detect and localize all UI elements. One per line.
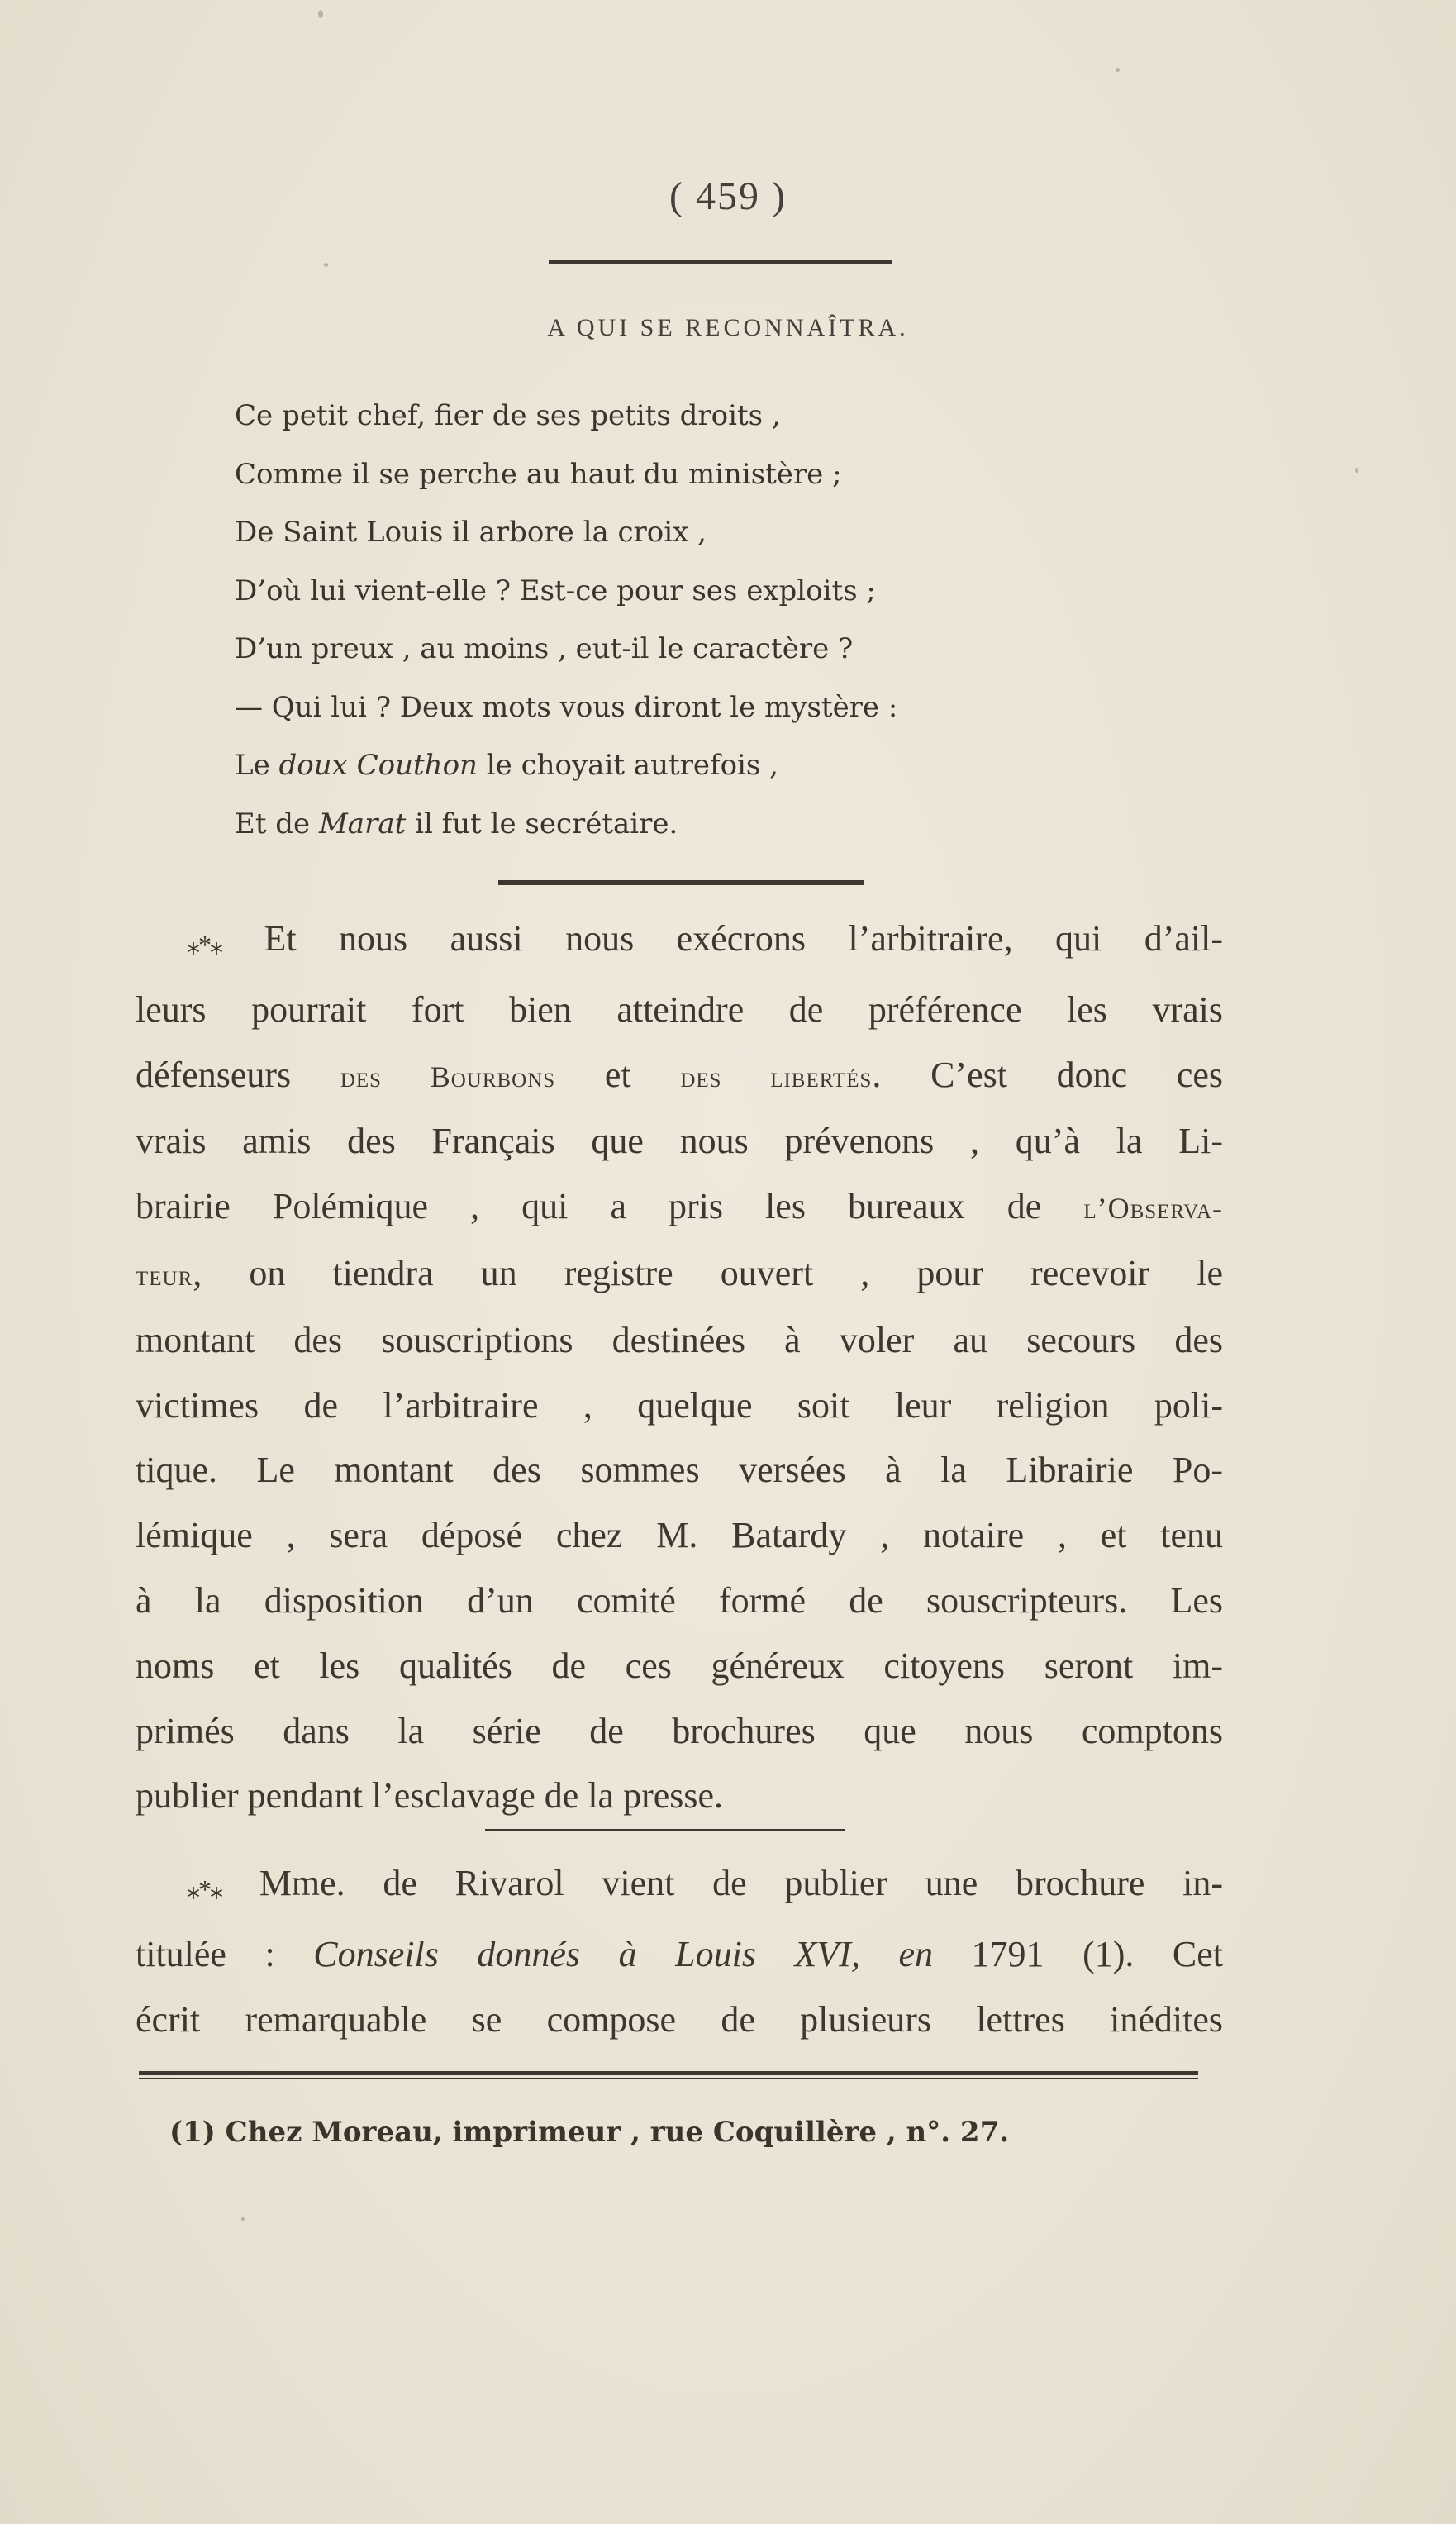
line-text: 1791 (1). Cet <box>932 1933 1224 1974</box>
footnote: (1) Chez Moreau, imprimeur , rue Coquillère , n°. 27. <box>169 2116 1010 2149</box>
poem-italic-name: doux Couthon <box>278 749 478 782</box>
paper-speck <box>324 263 328 267</box>
line-text: défenseurs <box>136 1054 340 1095</box>
paragraph-line: victimes de l’arbitraire , quelque soit leur religion poli- <box>136 1384 1223 1426</box>
paragraph-line: à la disposition d’un comité formé de souscripteurs. Les <box>136 1579 1223 1621</box>
poem-title: A QUI SE RECONNAÎTRA. <box>547 314 909 341</box>
asterism-mark: ⁎*⁎ <box>187 1874 221 1904</box>
paragraph-line <box>136 1043 1223 1110</box>
paragraph-line <box>136 1241 1223 1308</box>
paragraph-line <box>136 1922 1223 1988</box>
section-rule <box>498 880 864 885</box>
small-caps-text: des Bourbons <box>340 1060 556 1093</box>
poem-line: De Saint Louis il arbore la croix , <box>235 516 707 549</box>
line-text: Mme. de Rivarol vient de publier une brochure in- <box>259 1863 1224 1903</box>
poem-line: Ce petit chef, fier de ses petits droits , <box>235 399 781 432</box>
poem-italic-name: Marat <box>318 807 407 841</box>
line-text: brairie Polémique , qui a pris les bureaux de <box>136 1186 1084 1227</box>
small-caps-text: l’Observa- <box>1083 1192 1223 1226</box>
poem-text: le choyait autrefois , <box>477 749 778 782</box>
poem-text: il fut le secrétaire. <box>406 807 678 841</box>
line-text: titulée : <box>136 1933 314 1974</box>
poem <box>235 387 1268 853</box>
paper-speck <box>1116 68 1120 72</box>
paper-speck <box>241 2217 245 2221</box>
paragraph-line: écrit remarquable se compose de plusieurs lettres inédites <box>136 1998 1223 2040</box>
small-caps-text: des libertés <box>680 1060 873 1093</box>
rivarol-paragraph <box>136 1851 1223 2052</box>
line-text: Et nous aussi nous exécrons l’arbitraire, qui d’ail- <box>264 918 1223 959</box>
paragraph-line: vrais amis des Français que nous prévenons , qu’à la Li- <box>136 1121 1223 1162</box>
line-text: . C’est donc ces <box>872 1054 1223 1095</box>
line-text: , on tiendra un registre ouvert , pour recevoir le <box>193 1252 1223 1293</box>
poem-line <box>235 795 1268 854</box>
poem-text: Et de <box>235 807 319 841</box>
paragraph-line: montant des souscriptions destinées à voler au secours des <box>136 1319 1223 1360</box>
line-text: et <box>555 1054 681 1095</box>
paragraph-line: tique. Le montant des sommes versées à la Librairie Po- <box>136 1450 1223 1491</box>
poem-line: Comme il se perche au haut du ministère ; <box>235 457 842 491</box>
poem-line <box>235 736 1268 795</box>
paragraph-line: primés dans la série de brochures que nous comptons <box>136 1710 1223 1751</box>
small-caps-text: teur <box>136 1258 193 1292</box>
asterism-mark: ⁎*⁎ <box>187 930 221 960</box>
paragraph-line: noms et les qualités de ces généreux citoyens seront im- <box>136 1645 1223 1686</box>
poem-line: D’un preux , au moins , eut-il le caractère ? <box>235 632 854 665</box>
paragraph-line: publier pendant l’esclavage de la presse. <box>136 1775 724 1817</box>
paragraph-line <box>136 1174 1223 1241</box>
notice-paragraph <box>136 907 1223 1829</box>
paragraph-line <box>136 1851 1223 1922</box>
paragraph-line: leurs pourrait fort bien atteindre de préférence les vrais <box>136 988 1223 1030</box>
poem-text: Le <box>235 749 279 782</box>
italic-title: Conseils donnés à Louis XVI, en <box>313 1933 933 1974</box>
footnote-rule <box>139 2071 1198 2075</box>
paragraph-line: lémique , sera déposé chez M. Batardy , notaire , et tenu <box>136 1515 1223 1556</box>
section-rule <box>485 1829 845 1831</box>
paper-speck <box>318 10 323 18</box>
poem-line: — Qui lui ? Deux mots vous diront le mystère : <box>235 690 898 724</box>
paper-speck <box>1355 468 1358 473</box>
header-rule <box>549 260 892 264</box>
poem-line: D’où lui vient-elle ? Est-ce pour ses exploits ; <box>235 574 876 607</box>
paragraph-line <box>136 907 1223 978</box>
page-number: ( 459 ) <box>669 174 787 218</box>
